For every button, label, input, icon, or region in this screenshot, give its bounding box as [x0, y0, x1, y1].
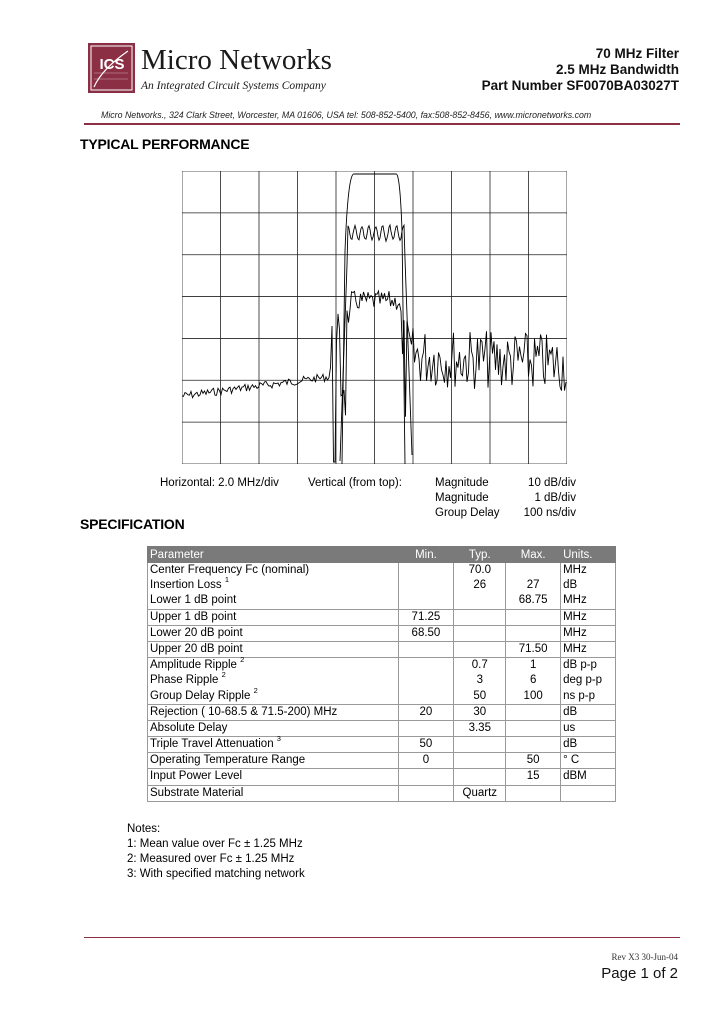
min-cell	[398, 658, 454, 674]
units-value: MHz	[563, 594, 587, 607]
units-cell	[561, 609, 616, 625]
footnote-marker: 2	[253, 685, 258, 695]
param-cell	[148, 655, 399, 674]
max-cell	[506, 673, 561, 688]
param-cell	[148, 720, 399, 736]
min-cell	[398, 563, 454, 579]
typ-value: 3.35	[468, 721, 491, 734]
units-cell	[561, 785, 616, 801]
footnote-marker: 3	[276, 734, 281, 744]
max-cell	[506, 689, 561, 705]
units-value: MHz	[563, 564, 587, 576]
table-row	[148, 593, 616, 609]
trace-magnitude-1db	[340, 225, 412, 461]
typ-cell	[454, 641, 506, 657]
typ-cell	[454, 753, 506, 769]
company-address: Micro Networks., 324 Clark Street, Worcester, MA 01606, USA tel: 508-852-5400, fax:508-852-8456, www.micronetworks.com	[101, 110, 592, 120]
max-cell	[506, 609, 561, 625]
max-value: 15	[526, 770, 540, 783]
param-cell	[148, 785, 399, 801]
typ-cell	[454, 673, 506, 688]
part-number: Part Number SF0070BA03027T	[481, 78, 679, 93]
min-cell	[398, 673, 454, 688]
param-value: Phase Ripple	[150, 674, 219, 687]
min-cell	[398, 689, 454, 705]
min-value: 68.50	[411, 626, 441, 639]
max-value: 50	[526, 754, 540, 767]
units-cell	[561, 593, 616, 609]
max-cell	[506, 704, 561, 720]
param-value: Lower 1 dB point	[150, 594, 237, 607]
units-value: deg p-p	[563, 674, 603, 687]
min-cell	[398, 704, 454, 720]
typical-performance-title: TYPICAL PERFORMANCE	[80, 136, 250, 152]
param-cell	[148, 575, 399, 593]
footnote-marker: 2	[240, 655, 245, 665]
param-cell	[148, 685, 399, 705]
trace-scale: 1 dB/div	[534, 492, 576, 504]
max-value: 1	[529, 659, 537, 672]
param-value: Insertion Loss	[150, 579, 222, 592]
param-value: Substrate Material	[150, 786, 244, 799]
param-value: Upper 20 dB point	[150, 642, 243, 655]
brand-name: Micro Networks	[141, 44, 332, 76]
param-value: Absolute Delay	[150, 721, 228, 734]
typ-cell	[454, 769, 506, 785]
units-cell	[561, 658, 616, 674]
typ-cell	[454, 704, 506, 720]
specification-table	[147, 546, 616, 802]
min-cell	[398, 737, 454, 753]
max-cell	[506, 641, 561, 657]
horizontal-scale-label: Horizontal: 2.0 MHz/div	[160, 477, 279, 489]
revision-label: Rev X3 30-Jun-04	[611, 952, 678, 962]
min-cell	[398, 753, 454, 769]
column-header: Parameter	[148, 547, 399, 563]
param-value: Input Power Level	[150, 770, 243, 783]
typ-value: 30	[473, 705, 487, 718]
param-cell	[148, 769, 399, 785]
trace-names	[435, 476, 500, 521]
units-cell	[561, 563, 616, 579]
header-divider	[84, 123, 680, 125]
table-row	[148, 737, 616, 753]
units-cell	[561, 720, 616, 736]
max-cell	[506, 593, 561, 609]
units-cell	[561, 737, 616, 753]
min-cell	[398, 769, 454, 785]
table-row	[148, 689, 616, 705]
max-value: 27	[526, 579, 540, 592]
note-item: 3: With specified matching network	[127, 868, 305, 880]
units-value: us	[563, 721, 576, 734]
max-cell	[506, 753, 561, 769]
min-value: 71.25	[411, 610, 441, 623]
trace-scale: 100 ns/div	[523, 507, 576, 519]
max-value: 6	[529, 674, 537, 687]
typ-value: 50	[473, 689, 487, 702]
units-cell	[561, 689, 616, 705]
param-cell	[148, 670, 399, 688]
footnote-marker: 2	[221, 670, 226, 680]
param-value: Amplitude Ripple	[150, 659, 237, 672]
product-line-1: 70 MHz Filter	[595, 46, 679, 61]
units-value: dB	[563, 705, 578, 718]
max-value: 71.50	[518, 642, 548, 655]
typ-cell	[454, 563, 506, 579]
typ-cell	[454, 625, 506, 641]
units-value: dBM	[563, 770, 587, 783]
trace-magnitude-10db	[182, 291, 566, 462]
units-cell	[561, 673, 616, 688]
max-cell	[506, 720, 561, 736]
param-cell	[148, 593, 399, 609]
param-value: Triple Travel Attenuation	[150, 738, 274, 751]
min-value: 20	[419, 705, 433, 718]
table-row	[148, 704, 616, 720]
max-cell	[506, 578, 561, 593]
param-value: Upper 1 dB point	[150, 610, 237, 623]
min-cell	[398, 609, 454, 625]
footnote-marker: 1	[224, 575, 229, 585]
column-header: Max.	[506, 547, 561, 563]
column-header: Min.	[398, 547, 454, 563]
table-row	[148, 769, 616, 785]
note-item: 1: Mean value over Fc ± 1.25 MHz	[127, 838, 303, 850]
typ-cell	[454, 658, 506, 674]
units-cell	[561, 625, 616, 641]
param-value: Operating Temperature Range	[150, 754, 306, 767]
units-value: MHz	[563, 610, 587, 623]
column-header: Units.	[561, 547, 616, 563]
min-cell	[398, 720, 454, 736]
units-value: ° C	[563, 754, 580, 767]
page-number: Page 1 of 2	[601, 965, 678, 982]
units-value: MHz	[563, 642, 587, 655]
units-cell	[561, 578, 616, 593]
param-cell	[148, 625, 399, 641]
product-line-2: 2.5 MHz Bandwidth	[555, 62, 679, 77]
min-cell	[398, 593, 454, 609]
max-cell	[506, 658, 561, 674]
trace-scales	[520, 476, 576, 521]
column-header: Typ.	[454, 547, 506, 563]
typ-value: Quartz	[462, 786, 498, 799]
brand-tagline: An Integrated Circuit Systems Company	[141, 80, 326, 92]
typ-value: 26	[473, 579, 487, 592]
table-header-row	[148, 547, 616, 563]
min-cell	[398, 578, 454, 593]
units-cell	[561, 641, 616, 657]
min-cell	[398, 641, 454, 657]
typ-cell	[454, 720, 506, 736]
units-cell	[561, 704, 616, 720]
typ-cell	[454, 578, 506, 593]
max-value: 100	[523, 689, 543, 702]
min-value: 50	[419, 738, 433, 751]
typ-cell	[454, 737, 506, 753]
max-value: 68.75	[518, 594, 548, 607]
max-cell	[506, 785, 561, 801]
logo-text: ICS	[99, 56, 125, 73]
typ-value: 0.7	[471, 659, 488, 672]
max-cell	[506, 625, 561, 641]
table-row	[148, 785, 616, 801]
specification-title: SPECIFICATION	[80, 516, 185, 532]
units-value: dB	[563, 579, 578, 592]
units-cell	[561, 769, 616, 785]
product-header	[482, 46, 679, 94]
table-row	[148, 578, 616, 593]
units-value: dB	[563, 738, 578, 751]
footer-divider	[84, 937, 680, 938]
param-value: Lower 20 dB point	[150, 626, 243, 639]
param-cell	[148, 734, 399, 753]
vertical-scale-label: Vertical (from top):	[308, 477, 402, 489]
table-row	[148, 641, 616, 657]
units-cell	[561, 753, 616, 769]
max-cell	[506, 563, 561, 579]
trace-group-delay	[342, 174, 405, 464]
max-cell	[506, 737, 561, 753]
typ-cell	[454, 593, 506, 609]
typ-cell	[454, 609, 506, 625]
units-value: ns p-p	[563, 689, 596, 702]
table-row	[148, 753, 616, 769]
param-cell	[148, 753, 399, 769]
param-cell	[148, 704, 399, 720]
max-cell	[506, 769, 561, 785]
performance-plot	[182, 171, 567, 464]
min-cell	[398, 785, 454, 801]
table-row	[148, 609, 616, 625]
typ-value: 3	[476, 674, 483, 687]
table-row	[148, 673, 616, 688]
min-value: 0	[422, 754, 430, 767]
min-cell	[398, 625, 454, 641]
note-item: 2: Measured over Fc ± 1.25 MHz	[127, 853, 295, 865]
trace-name: Magnitude	[435, 477, 489, 489]
notes-title: Notes:	[127, 823, 161, 835]
table-row	[148, 625, 616, 641]
notes	[127, 822, 305, 882]
typ-cell	[454, 785, 506, 801]
trace-name: Magnitude	[435, 492, 489, 504]
param-cell	[148, 641, 399, 657]
table-row	[148, 658, 616, 674]
param-value: Center Frequency Fc (nominal)	[150, 564, 310, 576]
param-cell	[148, 563, 399, 579]
table-row	[148, 563, 616, 579]
typ-value: 70.0	[468, 564, 491, 576]
table-row	[148, 720, 616, 736]
typ-cell	[454, 689, 506, 705]
param-value: Rejection ( 10-68.5 & 71.5-200) MHz	[150, 705, 338, 718]
company-logo	[88, 43, 135, 93]
trace-name: Group Delay	[435, 507, 500, 519]
param-value: Group Delay Ripple	[150, 689, 251, 702]
units-value: dB p-p	[563, 659, 597, 672]
units-value: MHz	[563, 626, 587, 639]
trace-scale: 10 dB/div	[528, 477, 576, 489]
param-cell	[148, 609, 399, 625]
